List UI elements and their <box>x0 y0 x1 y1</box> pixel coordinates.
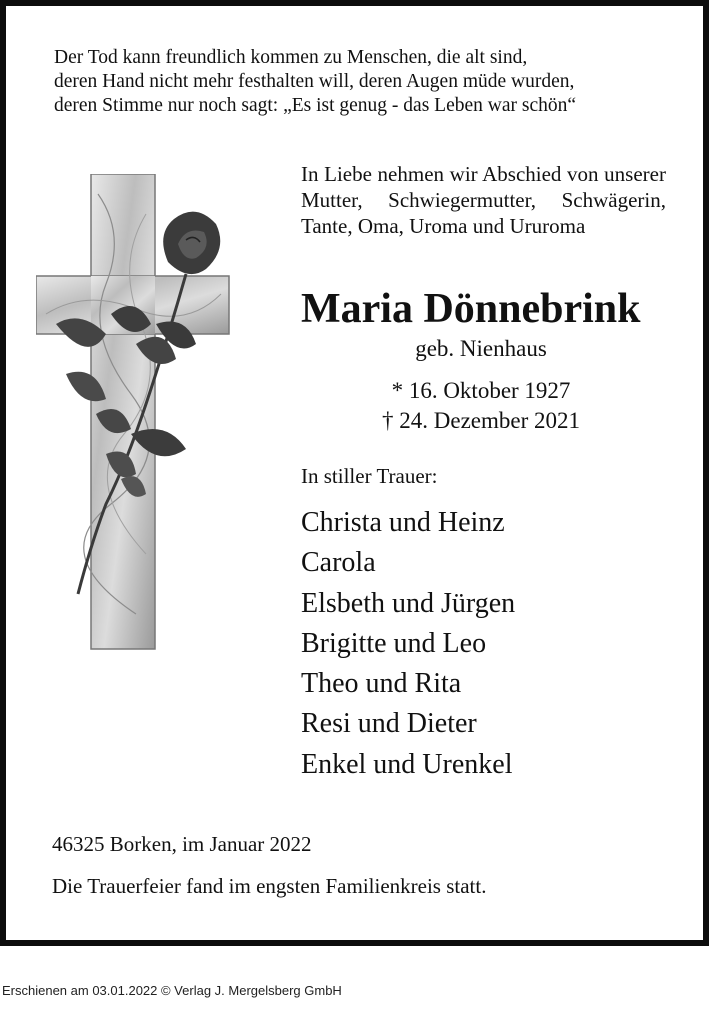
deceased-name: Maria Dönnebrink <box>301 286 641 332</box>
cross-with-rose-icon <box>36 174 241 654</box>
poem-line: deren Hand nicht mehr festhalten will, deren Augen müde wurden, <box>54 71 575 92</box>
mourner: Enkel und Urenkel <box>301 748 513 780</box>
mourner: Elsbeth und Jürgen <box>301 587 516 619</box>
mourner: Carola <box>301 547 376 579</box>
poem <box>54 46 684 118</box>
birth-date: * 16. Oktober 1927 <box>391 378 571 403</box>
intro-text: In Liebe nehmen wir Abschied von unserer Mutter, Schwiegermutter, Schwägerin, Tante, Oma, Uroma und Ururoma <box>301 162 666 238</box>
poem-line: Der Tod kann freundlich kommen zu Menschen, die alt sind, <box>54 47 528 68</box>
mourners-list <box>301 503 515 785</box>
ceremony-note: Die Trauerfeier fand im engsten Familienkreis statt. <box>52 874 487 898</box>
mourning-label: In stiller Trauer: <box>301 464 438 488</box>
death-date: † 24. Dezember 2021 <box>382 408 580 433</box>
place-date: 46325 Borken, im Januar 2022 <box>52 832 312 856</box>
mourner: Brigitte und Leo <box>301 627 487 659</box>
mourner: Theo und Rita <box>301 668 462 700</box>
mourner: Christa und Heinz <box>301 507 505 538</box>
life-dates <box>301 376 661 436</box>
publication-footer: Erschienen am 03.01.2022 © Verlag J. Mergelsberg GmbH <box>2 983 342 998</box>
mourner: Resi und Dieter <box>301 708 477 740</box>
poem-line: deren Stimme nur noch sagt: „Es ist genug - das Leben war schön“ <box>54 95 577 116</box>
born-name: geb. Nienhaus <box>415 336 547 361</box>
